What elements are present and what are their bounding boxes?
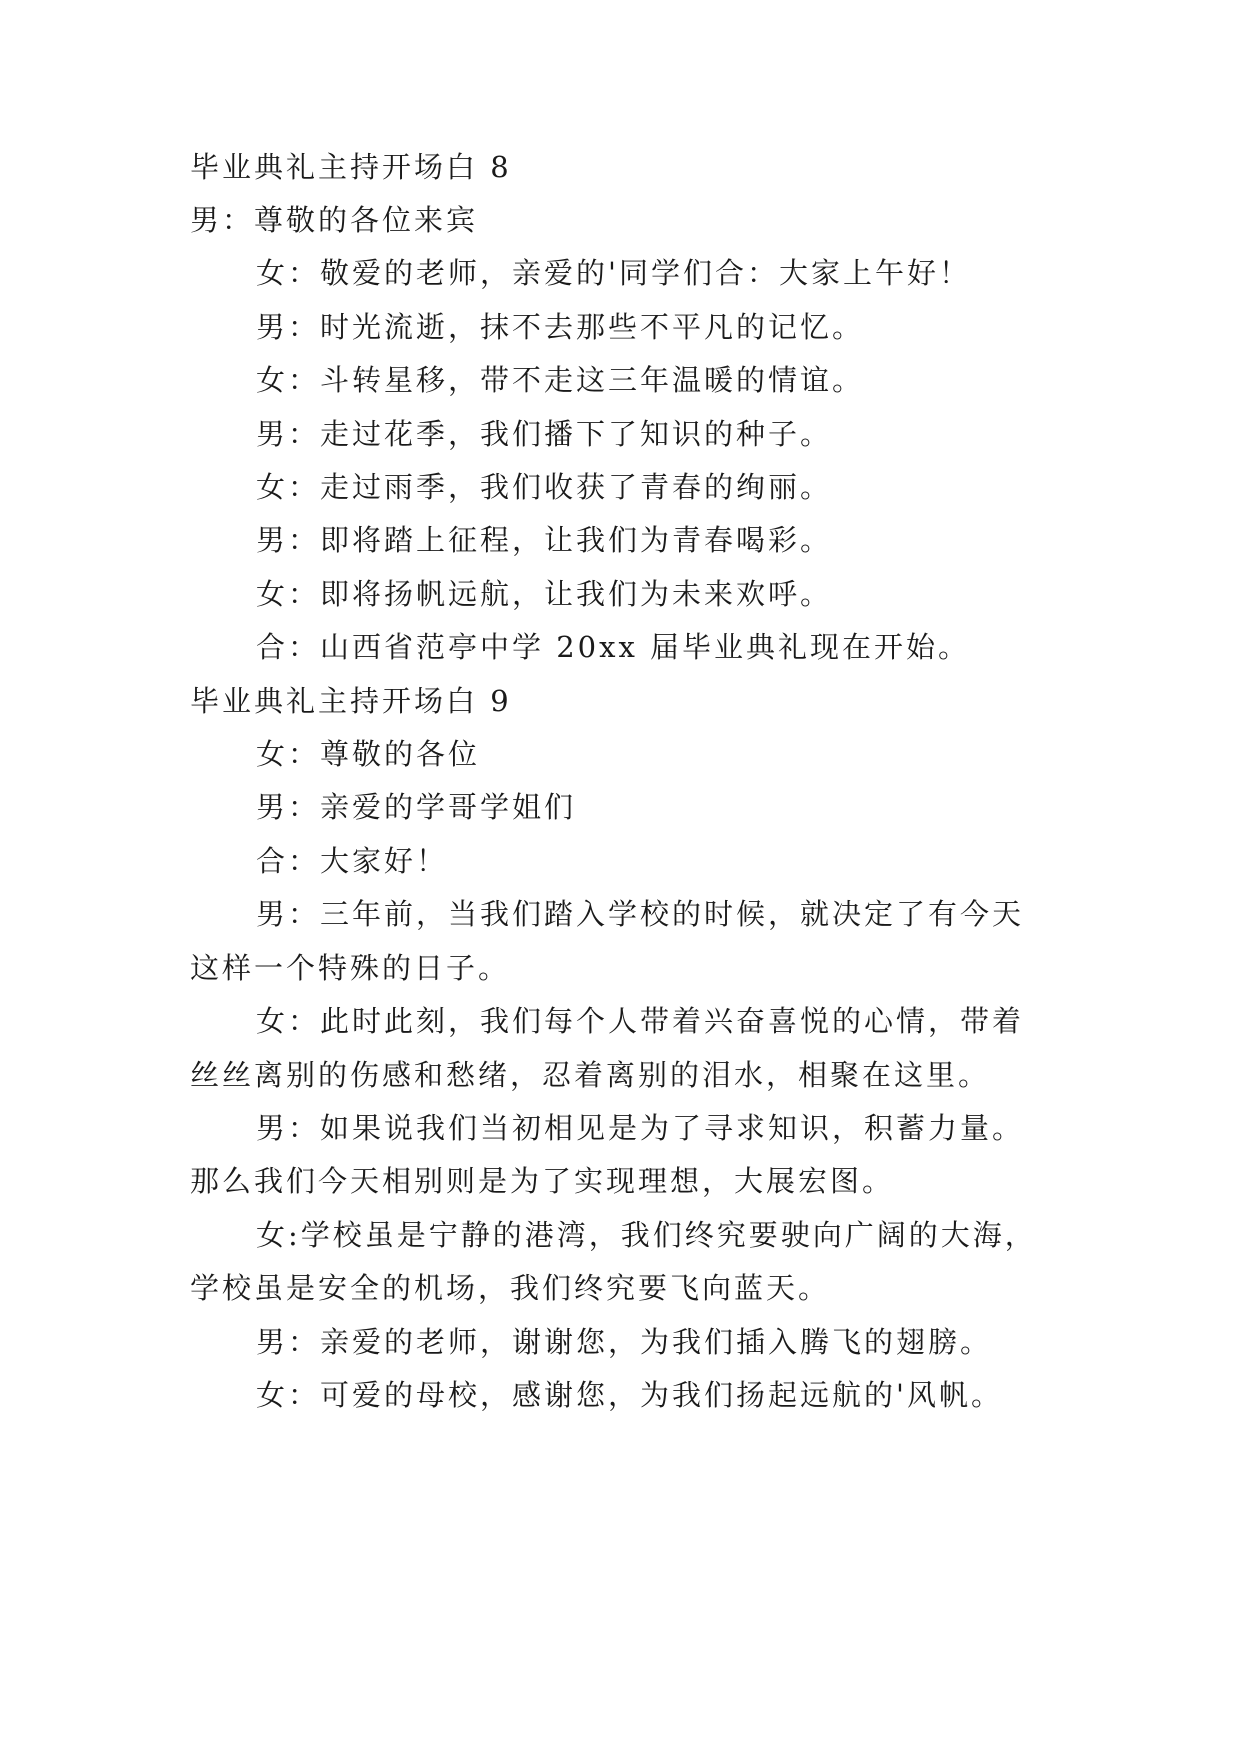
text-line: 男：亲爱的学哥学姐们: [256, 790, 577, 824]
text-line: 男：三年前，当我们踏入学校的时候，就决定了有今天: [256, 897, 1025, 931]
text-line: 男：走过花季，我们播下了知识的种子。: [256, 417, 833, 451]
text-line: 男：尊敬的各位来宾: [190, 203, 479, 237]
text-line: 女:学校虽是宁静的港湾，我们终究要驶向广阔的大海，: [256, 1218, 1037, 1252]
text-line: 女：走过雨季，我们收获了青春的绚丽。: [256, 470, 833, 504]
text-line: 丝丝离别的伤感和愁绪，忍着离别的泪水，相聚在这里。: [190, 1058, 991, 1092]
text-line: 男：如果说我们当初相见是为了寻求知识，积蓄力量。: [256, 1111, 1025, 1145]
text-line: 合：大家好！: [256, 844, 449, 878]
text-line: 女：可爱的母校，感谢您，为我们扬起远航的'风帆。: [256, 1378, 1003, 1412]
section-heading: 毕业典礼主持开场白 9: [190, 684, 512, 718]
text-line: 女：斗转星移，带不走这三年温暖的情谊。: [256, 363, 865, 397]
text-line: 这样一个特殊的日子。: [190, 951, 511, 985]
text-line: 那么我们今天相别则是为了实现理想，大展宏图。: [190, 1164, 895, 1198]
section-heading: 毕业典礼主持开场白 8: [190, 150, 512, 184]
text-line: 合：山西省范亭中学 20xx 届毕业典礼现在开始。: [256, 630, 971, 664]
text-line: 女：此时此刻，我们每个人带着兴奋喜悦的心情，带着: [256, 1004, 1025, 1038]
text-line: 女：即将扬帆远航，让我们为未来欢呼。: [256, 577, 833, 611]
text-line: 男：时光流逝，抹不去那些不平凡的记忆。: [256, 310, 865, 344]
text-line: 女：敬爱的老师，亲爱的'同学们合：大家上午好！: [256, 256, 971, 290]
text-line: 男：亲爱的老师，谢谢您，为我们插入腾飞的翅膀。: [256, 1325, 993, 1359]
text-line: 学校虽是安全的机场，我们终究要飞向蓝天。: [190, 1271, 831, 1305]
text-line: 女：尊敬的各位: [256, 737, 481, 771]
text-line: 男：即将踏上征程，让我们为青春喝彩。: [256, 523, 833, 557]
